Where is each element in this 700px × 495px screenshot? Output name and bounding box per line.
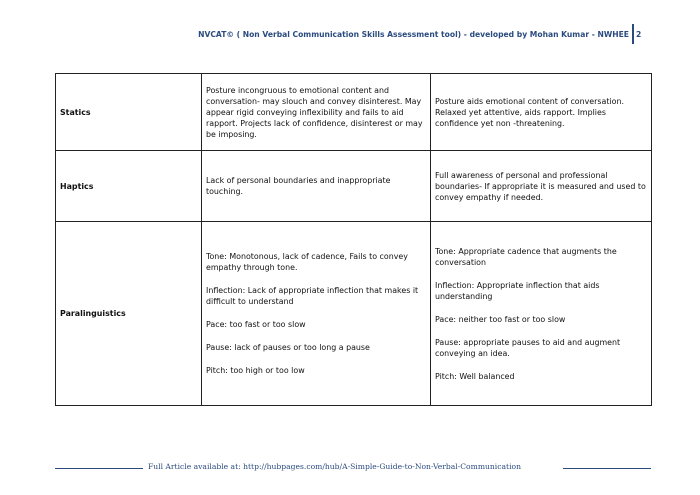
- row-label: Paralinguistics: [56, 222, 202, 406]
- good-text: Pace: neither too fast or too slow: [435, 314, 566, 324]
- poor-text: Inflection: Lack of appropriate inflection that makes it difficult to understand: [206, 286, 419, 306]
- table-row: [56, 222, 652, 406]
- page-header: [0, 30, 642, 39]
- poor-text: Pace: too fast or too slow: [206, 320, 306, 329]
- poor-text: Lack of personal boundaries and inappropriate touching.: [206, 176, 391, 196]
- poor-text: Posture incongruous to emotional content and conversation- may slouch and convey disinterest. May appear rigid conveying inflexibility and fails to aid rapport. Projects lack of confidence, disinterest or may be imposing.: [206, 85, 423, 139]
- good-cell: [431, 222, 652, 406]
- footer-link-text[interactable]: Full Article available at: http://hubpages.com/hub/A-Simple-Guide-to-Non-Verbal-Communication: [148, 462, 521, 471]
- poor-cell: [202, 222, 431, 406]
- good-text: Pitch: Well balanced: [435, 371, 515, 381]
- table-row: [56, 151, 652, 222]
- poor-text: Tone: Monotonous, lack of cadence, Fails to convey empathy through tone.: [206, 252, 408, 272]
- row-label: Haptics: [56, 151, 202, 222]
- poor-cell: [202, 74, 431, 151]
- poor-text: Pause: lack of pauses or too long a pause: [206, 343, 370, 352]
- good-text: Full awareness of personal and professional boundaries- If appropriate it is measured and used to convey empathy if needed.: [435, 170, 646, 202]
- good-text: Inflection: Appropriate inflection that aids understanding: [435, 280, 600, 301]
- poor-cell: [202, 151, 431, 222]
- good-text: Pause: appropriate pauses to aid and augment conveying an idea.: [435, 337, 621, 358]
- poor-text: Pitch: too high or too low: [206, 366, 305, 375]
- good-cell: [431, 151, 652, 222]
- table-row: [56, 74, 652, 151]
- assessment-table: [55, 73, 652, 406]
- footer-rule-left: [55, 468, 143, 469]
- good-cell: [431, 74, 652, 151]
- header-title: NVCAT© ( Non Verbal Communication Skills Assessment tool) - developed by Mohan Kumar - NWHEE: [198, 30, 629, 39]
- good-text: Posture aids emotional content of conversation. Relaxed yet attentive, aids rapport. Implies confidence yet non -threatening.: [435, 96, 624, 128]
- footer-rule-right: [563, 468, 651, 469]
- good-text: Tone: Appropriate cadence that augments the conversation: [435, 246, 617, 267]
- page-number: 2: [636, 30, 642, 39]
- header-divider: [632, 24, 634, 44]
- page-footer: [55, 462, 651, 474]
- row-label: Statics: [56, 74, 202, 151]
